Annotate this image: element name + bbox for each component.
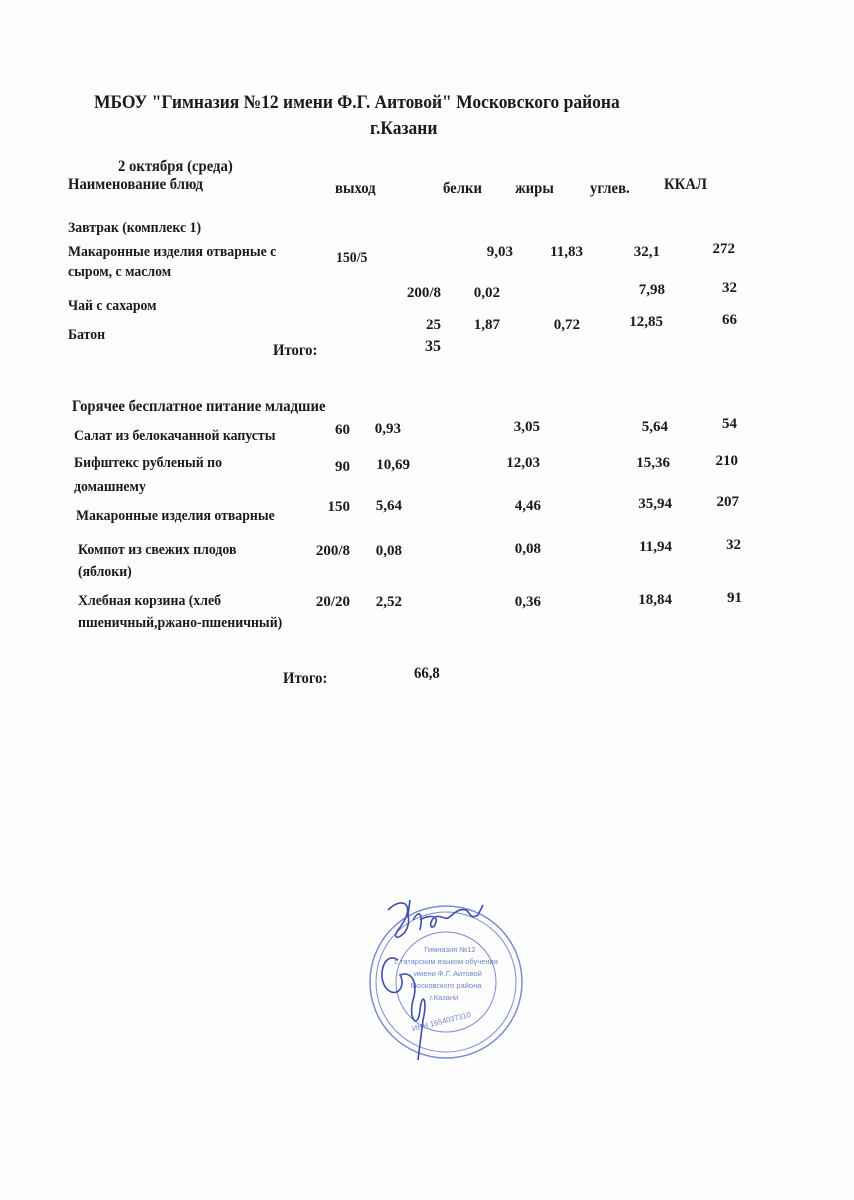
col-fat: жиры	[515, 180, 554, 197]
dish-name: Компот из свежих плодов	[78, 542, 237, 558]
dish-fat: 0,72	[553, 317, 580, 333]
dish-protein: 2,52	[375, 594, 402, 610]
dish-fat: 11,83	[550, 244, 583, 260]
dish-output: 150/5	[336, 250, 368, 266]
dish-kcal: 32	[726, 537, 741, 553]
dish-name: Макаронные изделия отварные с	[68, 244, 277, 260]
dish-carbs: 32,1	[633, 244, 660, 260]
dish-output: 25	[426, 317, 441, 333]
dish-output: 200/8	[406, 285, 441, 301]
dish-name: Хлебная корзина (хлеб	[78, 593, 222, 609]
lunch-label: Горячее бесплатное питание младшие	[72, 398, 326, 415]
dish-name: Бифштекс рубленый по	[74, 455, 222, 471]
dish-kcal: 91	[727, 590, 742, 606]
dish-protein: 0,93	[374, 421, 401, 437]
stamp-line: Гимназия №12	[424, 945, 476, 954]
official-stamp	[358, 890, 528, 1065]
dish-output: 20/20	[315, 594, 350, 610]
dish-carbs: 15,36	[636, 455, 670, 471]
dish-fat: 12,03	[506, 455, 540, 471]
dish-kcal: 272	[712, 241, 735, 257]
stamp-line: с татарским языком обучения	[394, 957, 498, 966]
col-name: Наименование блюд	[68, 176, 203, 193]
dish-kcal: 210	[715, 453, 738, 469]
dish-name: Батон	[68, 327, 106, 343]
col-output: выход	[335, 180, 376, 197]
menu-date: 2 октября (среда)	[118, 158, 233, 175]
stamp-line: имени Ф.Г. Аитовой	[413, 969, 483, 978]
breakfast-total-value: 35	[425, 338, 441, 355]
dish-fat: 0,36	[514, 594, 541, 610]
dish-output: 200/8	[315, 543, 350, 559]
dish-output: 150	[327, 499, 350, 515]
dish-protein: 1,87	[473, 317, 500, 333]
dish-output: 60	[335, 422, 350, 438]
breakfast-label: Завтрак (комплекс 1)	[68, 220, 202, 236]
dish-fat: 0,08	[514, 541, 541, 557]
dish-carbs: 12,85	[629, 314, 663, 330]
breakfast-total-label: Итого:	[273, 342, 318, 359]
dish-name: Макаронные изделия отварные	[76, 508, 275, 524]
dish-carbs: 5,64	[641, 419, 668, 435]
dish-protein: 5,64	[375, 498, 402, 514]
lunch-total-label: Итого:	[283, 670, 328, 687]
stamp-line: г.Казани	[429, 993, 459, 1002]
dish-carbs: 35,94	[638, 496, 672, 512]
title-line2: г.Казани	[370, 118, 438, 139]
col-protein: белки	[443, 180, 482, 197]
dish-protein: 10,69	[376, 457, 410, 473]
dish-kcal: 54	[722, 416, 737, 432]
dish-name-cont: (яблоки)	[78, 564, 132, 580]
col-kcal: ККАЛ	[664, 176, 707, 193]
dish-kcal: 66	[722, 312, 737, 328]
title-line1: МБОУ "Гимназия №12 имени Ф.Г. Аитовой" Московского района	[94, 92, 620, 113]
dish-name-cont: домашнему	[74, 479, 146, 495]
dish-fat: 3,05	[513, 419, 540, 435]
dish-carbs: 7,98	[638, 282, 665, 298]
dish-output: 90	[335, 459, 350, 475]
dish-carbs: 18,84	[638, 592, 672, 608]
lunch-total-value: 66,8	[414, 665, 440, 682]
dish-fat: 4,46	[514, 498, 541, 514]
dish-protein: 9,03	[486, 244, 513, 260]
dish-name-cont: пшеничный,ржано-пшеничный)	[78, 615, 283, 631]
dish-protein: 0,02	[473, 285, 500, 301]
stamp-line: Московского района	[410, 981, 482, 990]
dish-carbs: 11,94	[639, 539, 672, 555]
col-carbs: углев.	[590, 180, 630, 197]
dish-kcal: 207	[716, 494, 739, 510]
dish-name: Чай с сахаром	[68, 298, 157, 314]
dish-protein: 0,08	[375, 543, 402, 559]
dish-name-cont: сыром, с маслом	[68, 264, 172, 280]
stamp-inn: ИНН 1654037310	[411, 1009, 472, 1034]
dish-name: Салат из белокачанной капусты	[74, 428, 276, 444]
dish-kcal: 32	[722, 280, 737, 296]
